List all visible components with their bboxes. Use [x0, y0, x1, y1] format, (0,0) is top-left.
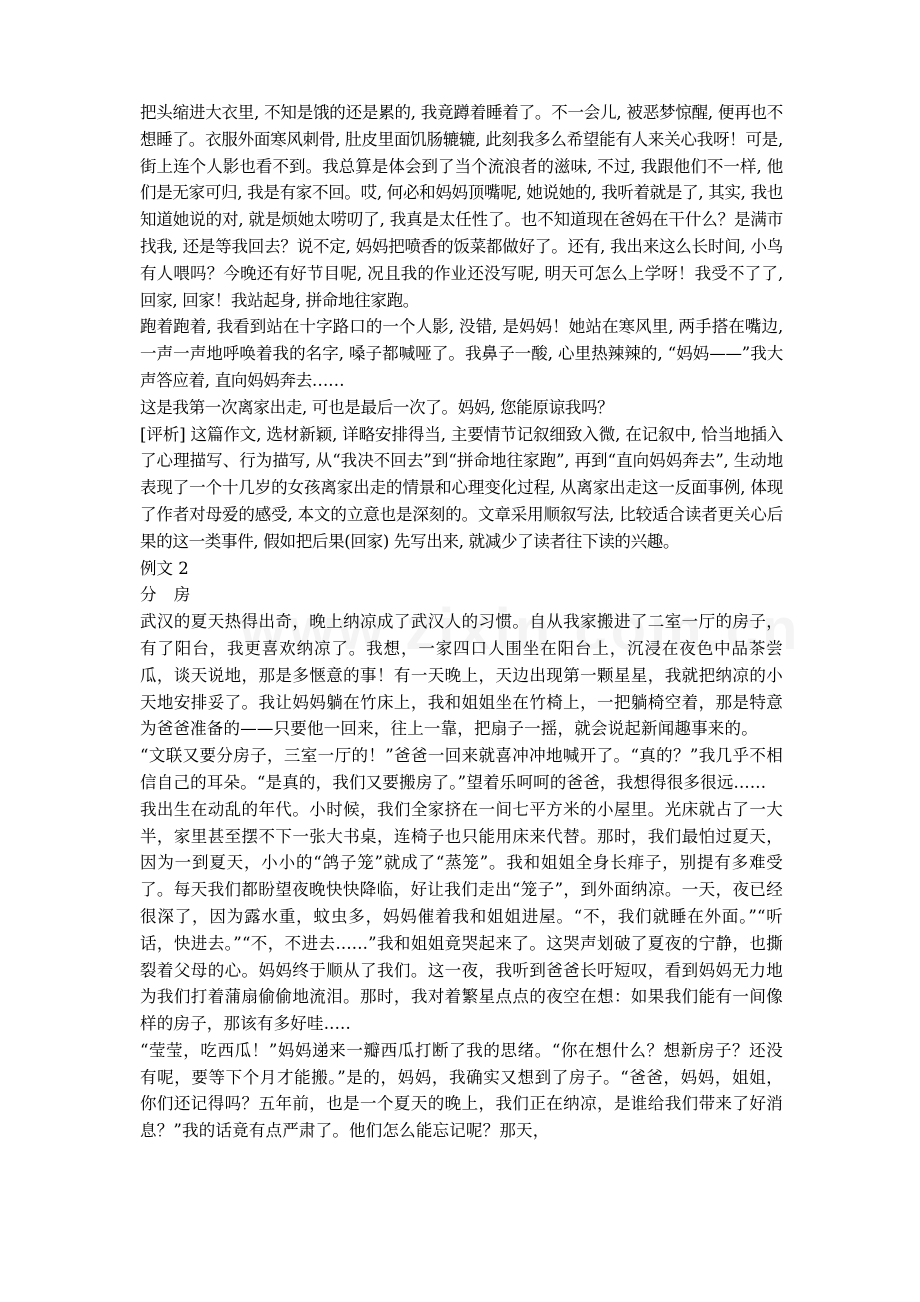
essay-paragraph: “文联又要分房子，三室一厅的！”爸爸一回来就喜冲冲地喊开了。“真的？”我几乎不相信自己的耳朵。“是真的，我们又要搬房了。”望着乐呵呵的爸爸，我想得很多很远...... [140, 746, 783, 792]
paragraph-story-ending: 把头缩进大衣里, 不知是饿的还是累的, 我竟蹲着睡着了。不一会儿, 被恶梦惊醒, 便再也不想睡了。衣服外面寒风刺骨, 肚皮里面饥肠辘辘, 此刻我多么希望能有人来关心我呀！可是, 街上连个人影也看不到。我总算是体会到了当个流浪者的滋味, 不过, 我跟他们不一样, 他们是无家可归, 我是有家不回。哎, 何必和妈妈顶嘴呢, 她说她的, 我听着就是了, 其实, 我也知道她说的对, 就是烦她太唠叨了, 我真是太任性了。也不知道现在爸妈在干什么？是满市找我, 还是等我回去？说不定, 妈妈把喷香的饭菜都做好了。还有, 我出来这么长时间, 小鸟有人喂吗？今晚还有好节目呢, 况且我的作业还没写呢, 明天可怎么上学呀！我受不了了, 回家, 回家！我站起身, 拼命地往家跑。 [140, 103, 783, 310]
essay-paragraph: 我出生在动乱的年代。小时候，我们全家挤在一间七平方米的小屋里。光床就占了一大半，家里甚至摆不下一张大书桌，连椅子也只能用床来代替。那时，我们最怕过夏天，因为一到夏天，小小的“鸽子笼”就成了“蒸笼”。我和姐姐全身长痱子，别提有多难受了。每天我们都盼望夜晚快快降临，好让我们走出“笼子”，到外面纳凉。一天，夜已经很深了，因为露水重，蚊虫多，妈妈催着我和姐姐进屋。“不，我们就睡在外面。”“听话，快进去。”“不，不进去......”我和姐姐竟哭起来了。这哭声划破了夏夜的宁静，也撕裂着父母的心。妈妈终于顺从了我们。这一夜，我听到爸爸长吁短叹，看到妈妈无力地为我们打着蒲扇偷偷地流泪。那时，我对着繁星点点的夜空在想：如果我们能有一间像样的房子，那该有多好哇..... [140, 799, 783, 1034]
essay-paragraph: “莹莹，吃西瓜！”妈妈递来一瓣西瓜打断了我的思绪。“你在想什么？想新房子？还没有呢，要等下个月才能搬。”是的，妈妈，我确实又想到了房子。“爸爸，妈妈，姐姐，你们还记得吗？五年前，也是一个夏天的晚上，我们正在纳凉，是谁给我们带来了好消息？”我的话竟有点严肃了。他们怎么能忘记呢？那天， [140, 1040, 783, 1141]
example-label: 例文 2 [140, 558, 189, 578]
paragraph-commentary: [评析] 这篇作文, 选材新颖, 详略安排得当, 主要情节记叙细致入微, 在记叙中, 恰当地插入了心理描写、行为描写, 从“我决不回去”到“拼命地往家跑”, 再到“直向妈妈奔去”, 生动地表现了一个十几岁的女孩离家出走的情景和心理变化过程, 从离家出走这一反面事例, 体现了作者对母爱的感受, 本文的立意也是深刻的。文章采用顺叙写法, 比较适合读者更关心后果的这一类事件, 假如把后果(回家) 先写出来, 就减少了读者往下读的兴趣。 [140, 424, 783, 551]
document-page [140, 100, 783, 1145]
paragraph-last-time: 这是我第一次离家出走, 可也是最后一次了。妈妈, 您能原谅我吗？ [140, 397, 614, 417]
essay-paragraph: 武汉的夏天热得出奇，晚上纳凉成了武汉人的习惯。自从我家搬进了二室一厅的房子，有了阳台，我更喜欢纳凉了。我想，一家四口人围坐在阳台上，沉浸在夜色中品茶尝瓜，谈天说地，那是多惬意的事！有一天晚上，天边出现第一颗星星，我就把纳凉的小天地安排妥了。我让妈妈躺在竹床上，我和姐姐坐在竹椅上，一把躺椅空着，那是特意为爸爸准备的——只要他一回来，往上一靠，把扇子一摇，就会说起新闻趣事来的。 [140, 612, 783, 739]
essay-title: 分 房 [140, 585, 197, 605]
paragraph-finding-mother: 跑着跑着, 我看到站在十字路口的一个人影, 没错, 是妈妈！她站在寒风里, 两手搭在嘴边, 一声一声地呼唤着我的名字, 嗓子都喊哑了。我鼻子一酸, 心里热辣辣的, “妈妈——”我大声答应着, 直向妈妈奔去…… [140, 317, 783, 390]
